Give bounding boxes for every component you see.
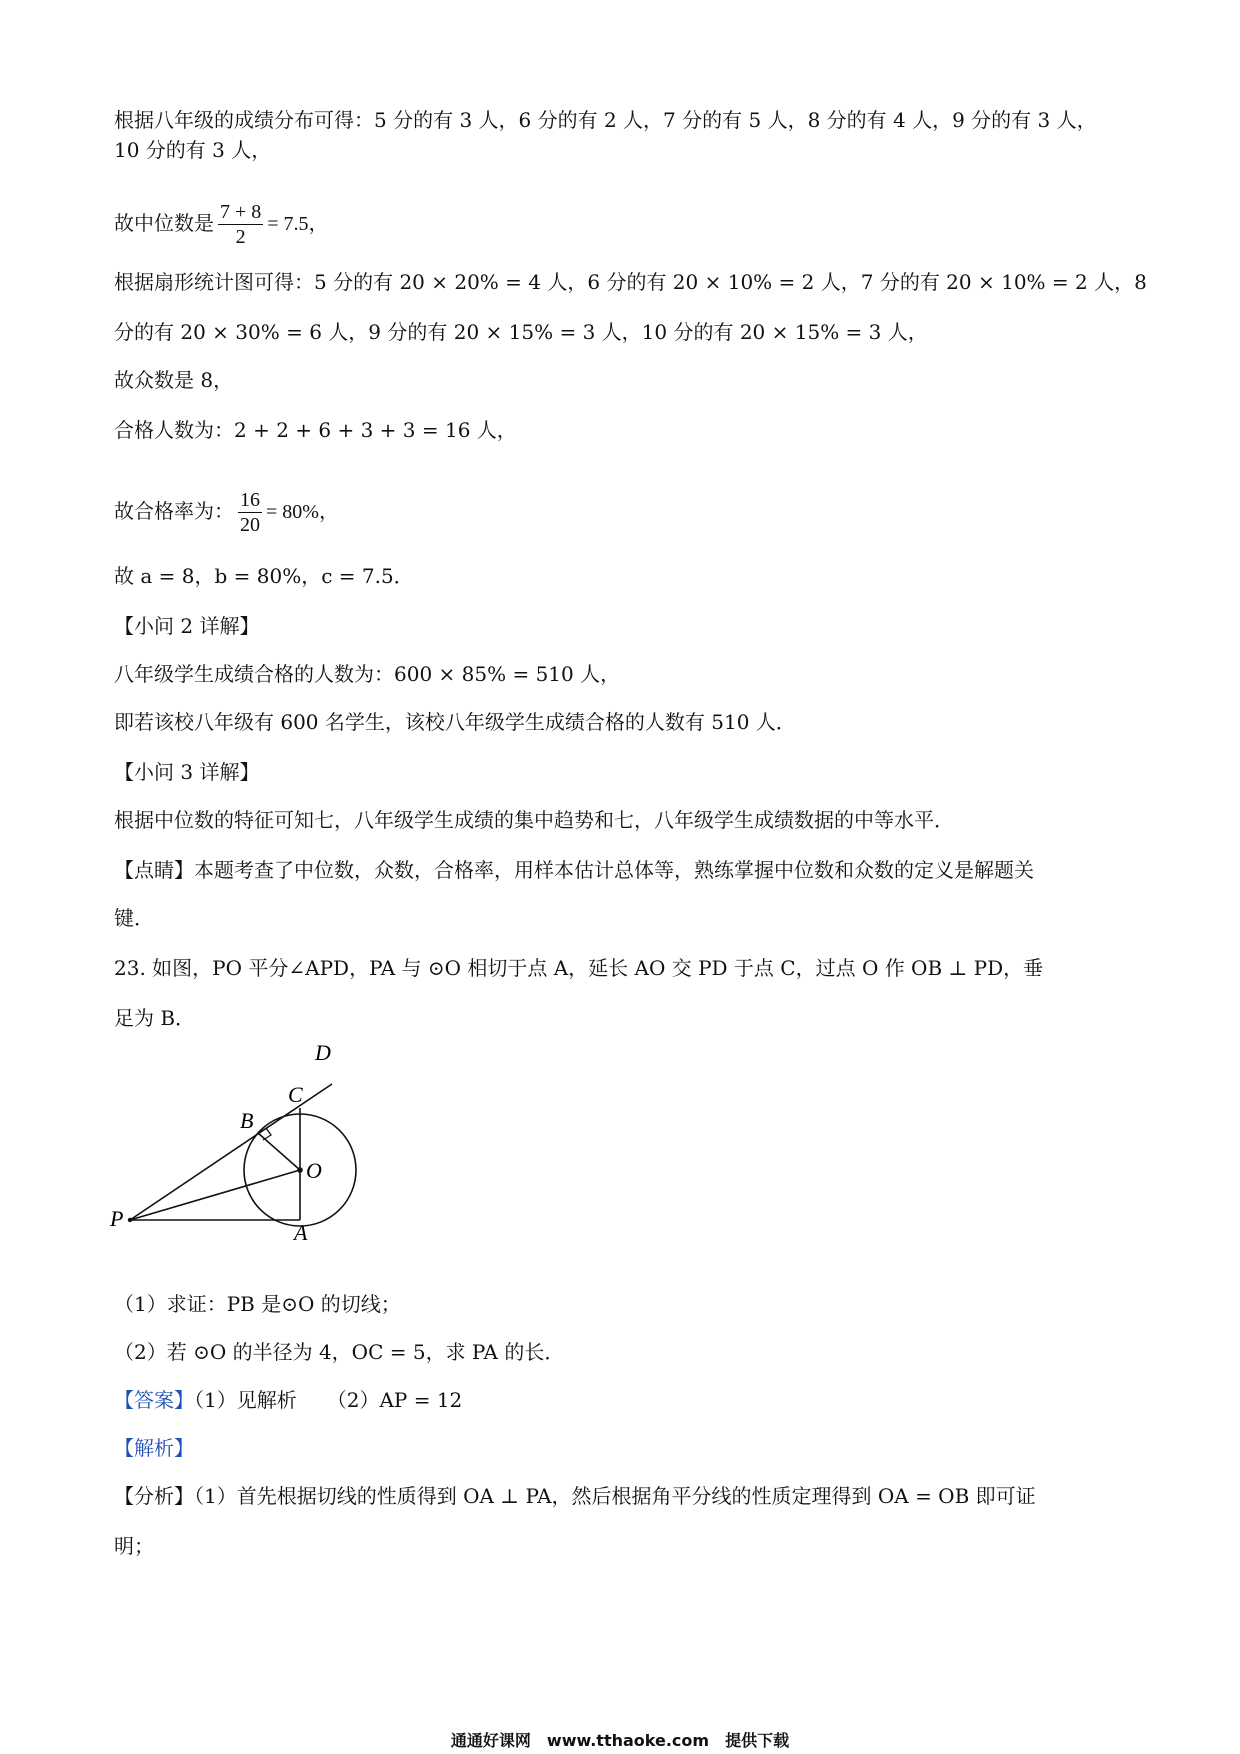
text-line: 即若该校八年级有 600 名学生，该校八年级学生成绩合格的人数有 510 人． [114, 710, 796, 734]
text-line: 明； [114, 1534, 154, 1558]
section-heading: 【小问 2 详解】 [114, 614, 260, 638]
label-a: A [294, 1220, 308, 1240]
point-p [128, 1218, 132, 1222]
label-b: B [240, 1108, 254, 1133]
text-line: 【分析】（1）首先根据切线的性质得到 OA ⊥ PA，然后根据角平分线的性质定理得到 OA = OB 即可证 [114, 1484, 1036, 1508]
line-prefix: 故合格率为： [114, 499, 234, 523]
fraction-numerator: 16 [240, 489, 260, 511]
fraction [218, 200, 263, 249]
problem-statement: 足为 B． [114, 1006, 196, 1030]
section-heading: 【小问 3 详解】 [114, 760, 260, 784]
text-line: 分的有 20 × 30% = 6 人，9 分的有 20 × 15% = 3 人，10 分的有 20 × 15% = 3 人， [114, 320, 928, 344]
problem-statement: 23. 如图，PO 平分∠APD，PA 与 ⊙O 相切于点 A，延长 AO 交 PD 于点 C，过点 O 作 OB ⊥ PD，垂 [114, 956, 1044, 980]
answer-line [114, 1386, 462, 1414]
text-line: 八年级学生成绩合格的人数为：600 × 85% = 510 人， [114, 662, 621, 686]
text-line: 10 分的有 3 人， [114, 138, 272, 162]
text-line: 键． [114, 906, 154, 930]
footer: 通通好课网 www.tthaoke.com 提供下载 [450, 1731, 790, 1750]
question-1: （1）求证：PB 是⊙O 的切线； [114, 1292, 401, 1316]
question-2: （2）若 ⊙O 的半径为 4，OC = 5，求 PA 的长． [114, 1340, 565, 1364]
label-d: D [315, 1040, 331, 1065]
answer-tag: 【答案】 [114, 1388, 194, 1412]
text-line: 根据扇形统计图可得：5 分的有 20 × 20% = 4 人，6 分的有 20 × 10% = 2 人，7 分的有 20 × 10% = 2 人，8 [114, 270, 1147, 294]
median-line [114, 200, 329, 249]
label-o: O [306, 1158, 322, 1183]
fraction-denominator: 20 [240, 514, 260, 536]
geometry-figure [100, 1040, 380, 1240]
analysis-tag: 【解析】 [114, 1436, 194, 1460]
text-line: 故 a = 8，b = 80%，c = 7.5． [114, 564, 414, 588]
text-line: 故众数是 8， [114, 368, 234, 392]
line-suffix: = 80%， [266, 501, 339, 523]
text-line: 合格人数为：2 + 2 + 6 + 3 + 3 = 16 人， [114, 418, 517, 442]
text-line: 根据八年级的成绩分布可得：5 分的有 3 人，6 分的有 2 人，7 分的有 5 人，8 分的有 4 人，9 分的有 3 人， [114, 108, 1097, 132]
pass-rate-line [114, 488, 339, 537]
line-prefix: 故中位数是 [114, 211, 214, 235]
answer-text: （1）见解析 （2）AP = 12 [194, 1388, 463, 1412]
text-line: 根据中位数的特征可知七，八年级学生成绩的集中趋势和七，八年级学生成绩数据的中等水平． [114, 808, 954, 832]
fraction-numerator: 7 + 8 [220, 201, 262, 223]
fraction [238, 488, 262, 537]
line-po [130, 1170, 300, 1220]
center-point [297, 1167, 303, 1173]
text-line: 【点睛】本题考查了中位数，众数，合格率，用样本估计总体等，熟练掌握中位数和众数的定义是解题关 [114, 858, 1034, 882]
label-p: P [110, 1206, 124, 1231]
line-suffix: = 7.5， [267, 213, 329, 235]
label-c: C [288, 1082, 303, 1107]
fraction-denominator: 2 [235, 226, 246, 248]
